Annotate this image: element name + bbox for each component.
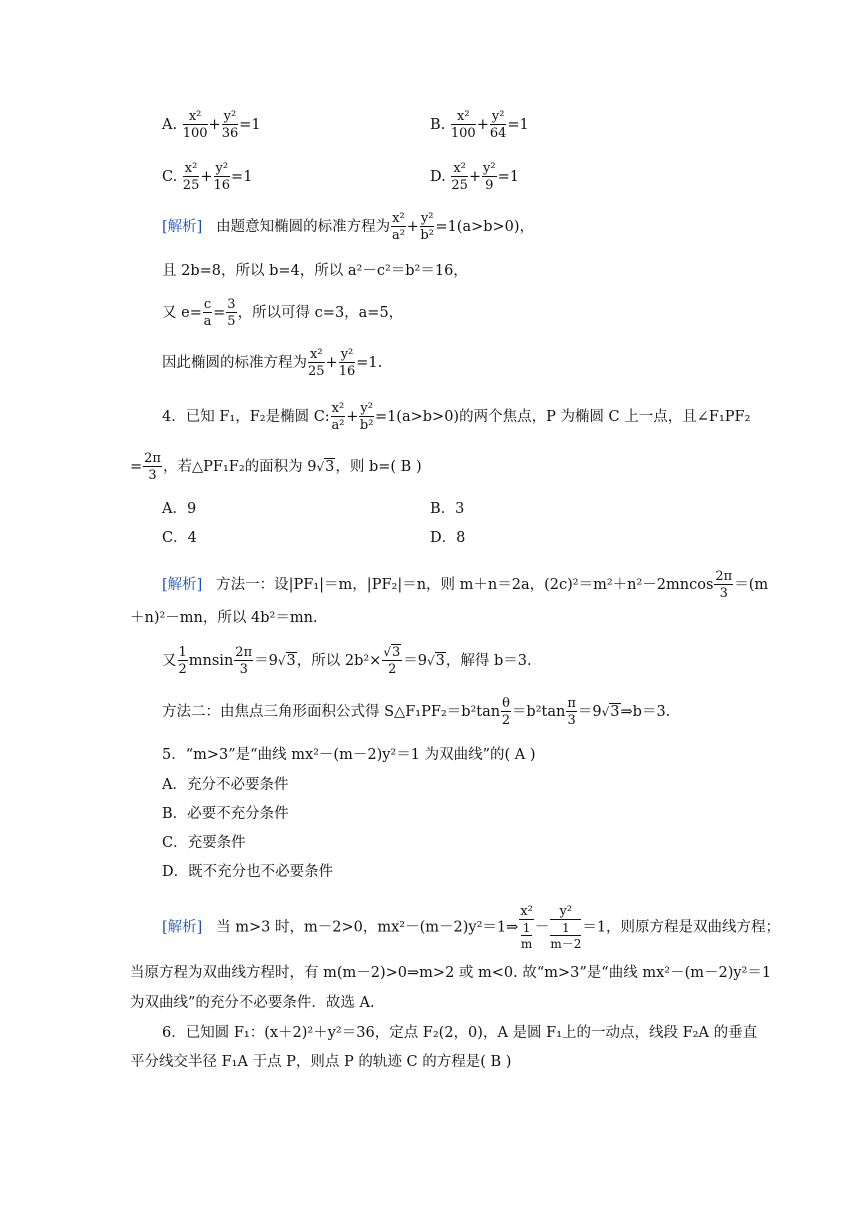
fraction: $\frac{3}{5}$ <box>227 297 236 329</box>
fraction: $\frac{\text{x²}}{25}$ <box>182 161 200 193</box>
sqrt-icon: √ <box>601 705 610 719</box>
fraction: $\frac{\text{y²}}{9}$ <box>483 161 496 193</box>
option-letter: D. <box>430 169 446 185</box>
q4-option-c: C．4 <box>162 530 197 546</box>
sqrt-icon: √ <box>383 645 391 659</box>
q5-explanation-line-1: [解析] 当 m>3 时，m－2>0，mx²－(m－2)y²＝1⇒ $\frac{\text{x²}}{\frac{1}{m}}$ － $\frac{\text{y²}}{\frac{1}{m-2}}$ ＝1，则原方程是双曲线方程； <box>162 904 781 951</box>
fraction: $\frac{\text{x²}}{\frac{1}{m}}$ <box>520 904 533 951</box>
explanation-tag: [解析] <box>162 577 203 593</box>
q5-explanation-line-3: 为双曲线”的充分不必要条件．故选 A. <box>130 995 375 1011</box>
option-letter: B. <box>430 117 446 133</box>
q4-option-d: D．8 <box>430 530 466 546</box>
fraction: $\frac{\text{x²}}{\text{a²}}$ <box>331 401 345 433</box>
q4-explanation-line-3: 又 $\frac{1}{2}$ mnsin $\frac{2\pi}{3}$ ＝9√3，所以 2b²× $\frac{√3}{2}$ ＝9√3，解得 b＝3. <box>162 645 532 677</box>
q4-stem-line-2: = $\frac{2\pi}{3}$ ，若△PF₁F₂的面积为 9√3，则 b=( B ) <box>130 451 422 483</box>
fraction: $\frac{1}{2}$ <box>178 645 187 677</box>
q3-explanation-line-3: 又 e= $\frac{c}{a}$ = $\frac{3}{5}$ ，所以可得 c=3，a=5， <box>162 297 404 329</box>
q5-option-c: C．充要条件 <box>162 835 246 851</box>
q3-option-a: A. $\frac{\text{x²}}{100}$ + $\frac{\text{y²}}{36}$ =1 <box>162 109 261 141</box>
q4-option-b: B．3 <box>430 501 465 517</box>
q3-option-d: D. $\frac{\text{x²}}{25}$ + $\frac{\text{y²}}{9}$ =1 <box>430 161 519 193</box>
fraction: $\frac{\text{y²}}{\text{b²}}$ <box>420 211 434 243</box>
fraction: $\frac{√3}{2}$ <box>383 645 401 677</box>
q4-explanation-line-4: 方法二：由焦点三角形面积公式得 S△F₁PF₂＝b²tan $\frac{\theta}{2}$ ＝b²tan $\frac{\pi}{3}$ ＝9√3⇒b＝3. <box>162 696 671 728</box>
fraction: $\frac{\text{x²}}{\text{a²}}$ <box>391 211 405 243</box>
sqrt-icon: √ <box>277 654 286 668</box>
option-letter: C. <box>162 169 178 185</box>
fraction: $\frac{\text{x²}}{100}$ <box>450 109 476 141</box>
fraction: $\frac{\text{y²}}{36}$ <box>221 109 239 141</box>
fraction: $\frac{\theta}{2}$ <box>501 696 511 728</box>
fraction: $\frac{\text{x²}}{25}$ <box>451 161 468 193</box>
q3-explanation-line-4: 因此椭圆的标准方程为 $\frac{\text{x²}}{25}$ + $\frac{\text{y²}}{16}$ =1. <box>162 347 383 379</box>
fraction: $\frac{c}{a}$ <box>203 297 212 329</box>
sqrt-icon: √ <box>427 654 435 668</box>
q3-explanation-line-2: 且 2b=8，所以 b=4，所以 a²－c²＝b²＝16， <box>162 263 468 279</box>
q6-stem-line-2: 平分线交半径 F₁A 于点 P，则点 P 的轨迹 C 的方程是( B ) <box>130 1054 512 1070</box>
fraction: $\frac{2\pi}{3}$ <box>235 645 253 677</box>
q3-explanation-line-1: [解析] 由题意知椭圆的标准方程为 $\frac{\text{x²}}{\text{a²}}$ + $\frac{\text{y²}}{\text{b²}}$ =1(a>b>0)， <box>162 211 535 243</box>
fraction: $\frac{\text{y²}}{\text{b²}}$ <box>359 401 374 433</box>
fraction: $\frac{\pi}{3}$ <box>567 696 576 728</box>
q4-explanation-line-2: ＋n)²－mn，所以 4b²＝mn. <box>130 610 318 626</box>
q3-option-b: B. $\frac{\text{x²}}{100}$ + $\frac{\text{y²}}{64}$ =1 <box>430 109 529 141</box>
q5-stem: 5．“m>3”是“曲线 mx²－(m－2)y²＝1 为双曲线”的( A ) <box>162 747 536 763</box>
fraction: $\frac{\text{y²}}{\frac{1}{m-2}}$ <box>550 904 582 951</box>
explanation-tag: [解析] <box>162 219 203 235</box>
fraction: $\frac{\text{x²}}{100}$ <box>182 109 208 141</box>
q5-option-b: B．必要不充分条件 <box>162 806 289 822</box>
q5-option-d: D．既不充分也不必要条件 <box>162 864 334 880</box>
sqrt-icon: √ <box>316 460 325 474</box>
fraction: $\frac{2\pi}{3}$ <box>715 569 733 601</box>
explanation-tag: [解析] <box>162 919 203 936</box>
q4-explanation-line-1: [解析] 方法一：设|PF₁|＝m，|PF₂|＝n，则 m＋n＝2a，(2c)²＝m²＋n²－2mncos $\frac{2\pi}{3}$ ＝(m <box>162 569 769 601</box>
q6-stem-line-1: 6．已知圆 F₁：(x＋2)²＋y²＝36，定点 F₂(2，0)，A 是圆 F₁上的一动点，线段 F₂A 的垂直 <box>162 1025 758 1041</box>
q5-explanation-line-2: 当原方程为双曲线方程时，有 m(m－2)>0⇒m>2 或 m<0. 故“m>3”是“曲线 mx²－(m－2)y²＝1 <box>130 965 772 981</box>
option-letter: A. <box>162 117 178 133</box>
fraction: $\frac{\text{x²}}{25}$ <box>308 347 325 379</box>
fraction: $\frac{2\pi}{3}$ <box>144 451 161 483</box>
fraction: $\frac{\text{y²}}{16}$ <box>213 161 231 193</box>
q4-option-a: A．9 <box>162 501 197 517</box>
q3-option-c: C. $\frac{\text{x²}}{25}$ + $\frac{\text{y²}}{16}$ =1 <box>162 161 253 193</box>
q5-option-a: A．充分不必要条件 <box>162 777 289 793</box>
q4-stem-line-1: 4．已知 F₁，F₂是椭圆 C: $\frac{\text{x²}}{\text{a²}}$ + $\frac{\text{y²}}{\text{b²}}$ =1(a>b>0)的两个焦点，P 为椭圆 C 上一点，且∠F₁PF₂ <box>162 401 751 433</box>
fraction: $\frac{\text{y²}}{64}$ <box>489 109 507 141</box>
fraction: $\frac{\text{y²}}{16}$ <box>338 347 356 379</box>
